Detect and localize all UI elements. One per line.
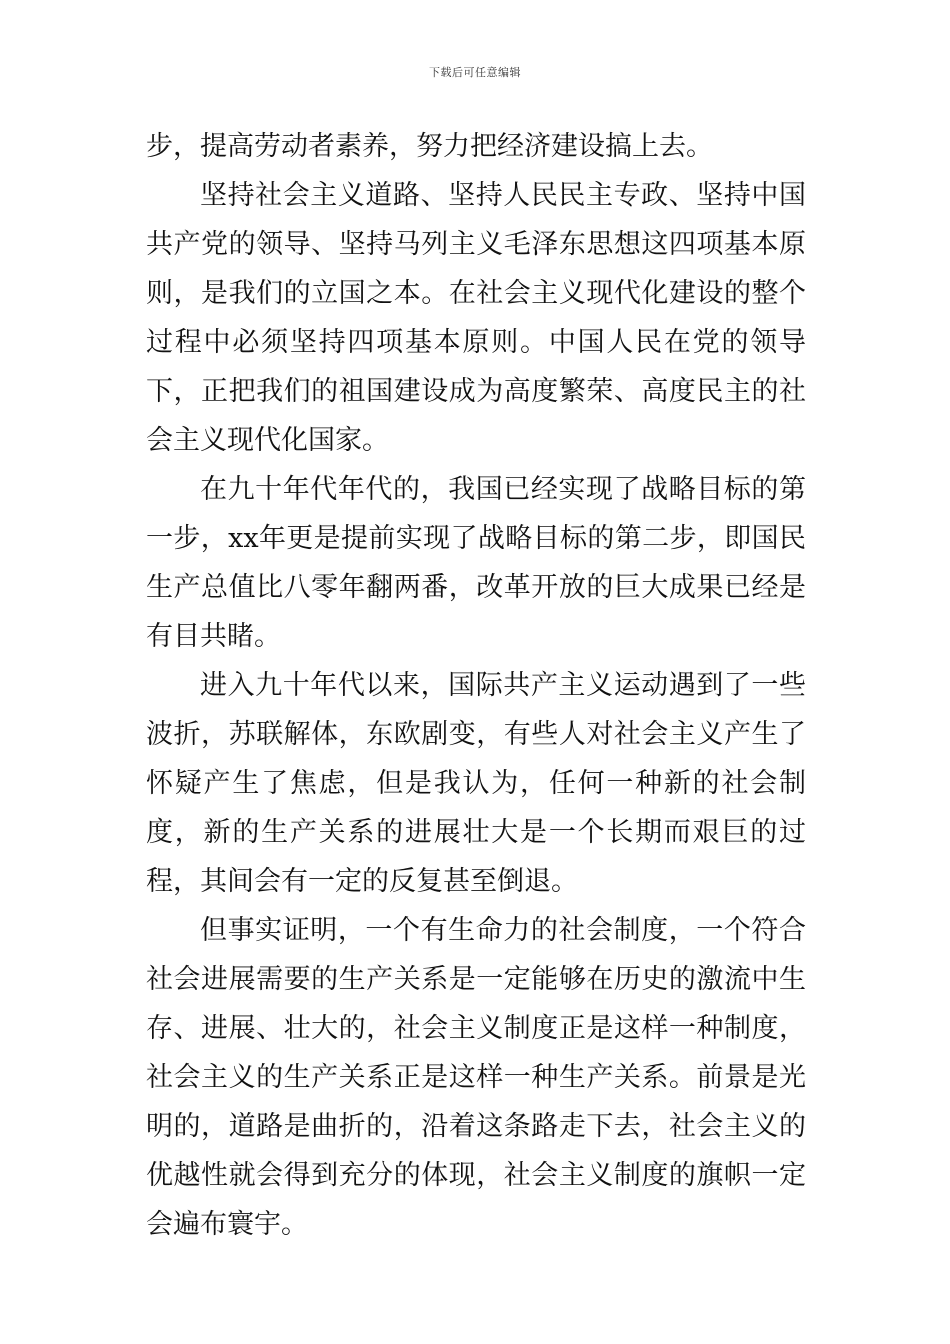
paragraph: 进入九十年代以来，国际共产主义运动遇到了一些波折，苏联解体，东欧剧变，有些人对社会主义产生了怀疑产生了焦虑，但是我认为，任何一种新的社会制度，新的生产关系的进展壮大是一个长期而艰巨的过程，其间会有一定的反复甚至倒退。 <box>146 670 806 897</box>
paragraph: 在九十年代年代的，我国已经实现了战略目标的第一步，xx年更是提前实现了战略目标的第二步，即国民生产总值比八零年翻两番，改革开放的巨大成果已经是有目共睹。 <box>146 474 806 652</box>
paragraph-continuation: 步，提高劳动者素养，努力把经济建设搞上去。 <box>146 131 713 162</box>
page-header: 下载后可任意编辑 <box>429 66 521 79</box>
paragraph: 但事实证明，一个有生命力的社会制度，一个符合社会进展需要的生产关系是一定能够在历史的激流中生存、进展、壮大的，社会主义制度正是这样一种制度，社会主义的生产关系正是这样一种生产关系。前景是光明的，道路是曲折的，沿着这条路走下去，社会主义的优越性就会得到充分的体现，社会主义制度的旗帜一定会遍布寰宇。 <box>146 915 806 1240</box>
paragraph: 坚持社会主义道路、坚持人民民主专政、坚持中国共产党的领导、坚持马列主义毛泽东思想这四项基本原则，是我们的立国之本。在社会主义现代化建设的整个过程中必须坚持四项基本原则。中国人民在党的领导下，正把我们的祖国建设成为高度繁荣、高度民主的社会主义现代化国家。 <box>146 180 806 456</box>
document-body <box>146 122 806 1249</box>
